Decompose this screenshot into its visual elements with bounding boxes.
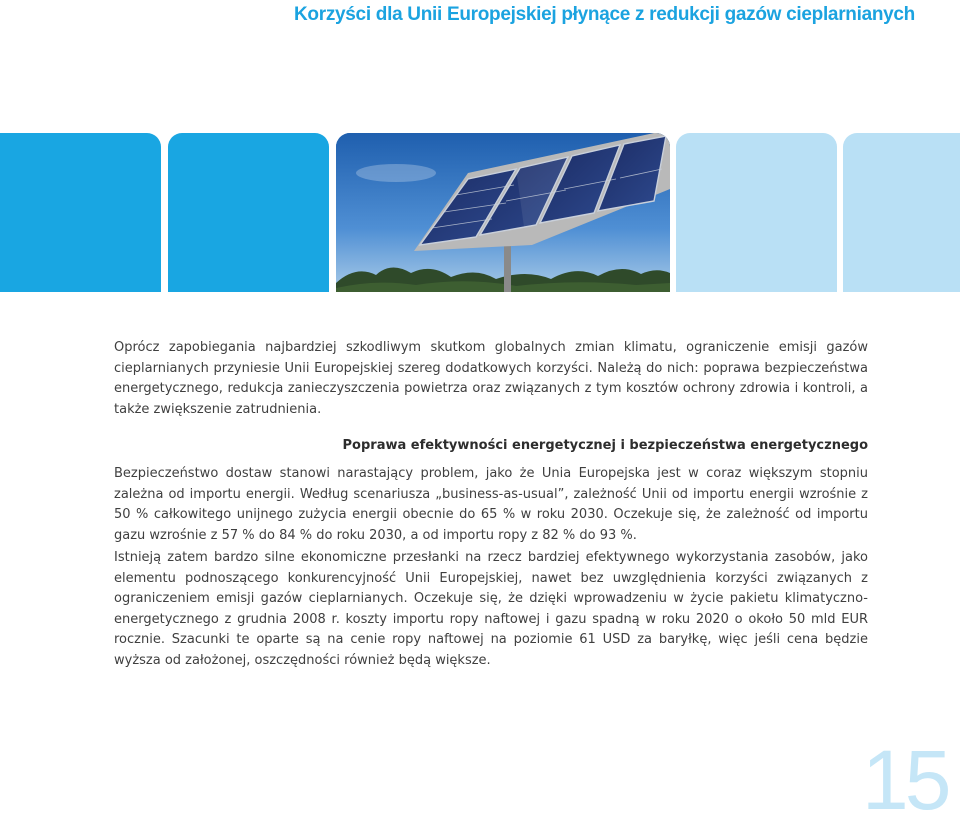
- solar-panels-illustration: [336, 133, 670, 292]
- section-heading: Poprawa efektywności energetycznej i bezpieczeństwa energetycznego: [342, 438, 868, 453]
- body-paragraph-2: Istnieją zatem bardzo silne ekonomiczne przesłanki na rzecz bardziej efektywnego wykorzystania zasobów, jako elementu podnoszącego konkurencyjność Unii Europejskiej, nawet bez uwzględnienia korzyści związanych z ograniczeniem emisji gazów cieplarnianych. Oczekuje się, że dzięki wprowadzeniu w życie pakietu klimatyczno-energetycznego z grudnia 2008 r. koszty importu ropy naftowej i gazu spadną w roku 2020 o około 50 mld EUR rocznie. Szacunki te oparte są na cenie ropy naftowej na poziomie 61 USD za baryłkę, więc jeśli cena będzie wyższa od założonej, oszczędności również będą większe.: [114, 550, 868, 668]
- intro-paragraph: Oprócz zapobiegania najbardziej szkodliwym skutkom globalnych zmian klimatu, ograniczenie emisji gazów cieplarnianych przyniesie Unii Europejskiej szereg dodatkowych korzyści. Należą do nich: poprawa bezpieczeństwa energetycznego, redukcja zanieczyszczenia powietrza oraz związanych z tym kosztów ochrony zdrowia i kontroli, a także zwiększenie zatrudnienia.: [114, 340, 868, 417]
- banner-tile-light-2: [843, 133, 960, 292]
- body-paragraph-1: Bezpieczeństwo dostaw stanowi narastający problem, jako że Unia Europejska jest w coraz większym stopniu zależna od importu energii. Według scenariusza „business-as-usual”, zależność Unii od importu energii wzrośnie z 50 % całkowitego unijnego zużycia energii obecnie do 65 % w roku 2030. Oczekuje się, że zależność od importu gazu wzrośnie z 57 % do 84 % do roku 2030, a od importu ropy z 82 % do 93 %.: [114, 466, 868, 543]
- banner-tile-light-1: [676, 133, 837, 292]
- page-number: 15: [862, 733, 948, 818]
- banner-tile-blue-2: [168, 133, 329, 292]
- banner-tile-blue-1: [0, 133, 161, 292]
- page-title: Korzyści dla Unii Europejskiej płynące z redukcji gazów cieplarnianych: [294, 4, 915, 25]
- photo-banner: [0, 133, 960, 292]
- solar-panels-photo: [336, 133, 670, 292]
